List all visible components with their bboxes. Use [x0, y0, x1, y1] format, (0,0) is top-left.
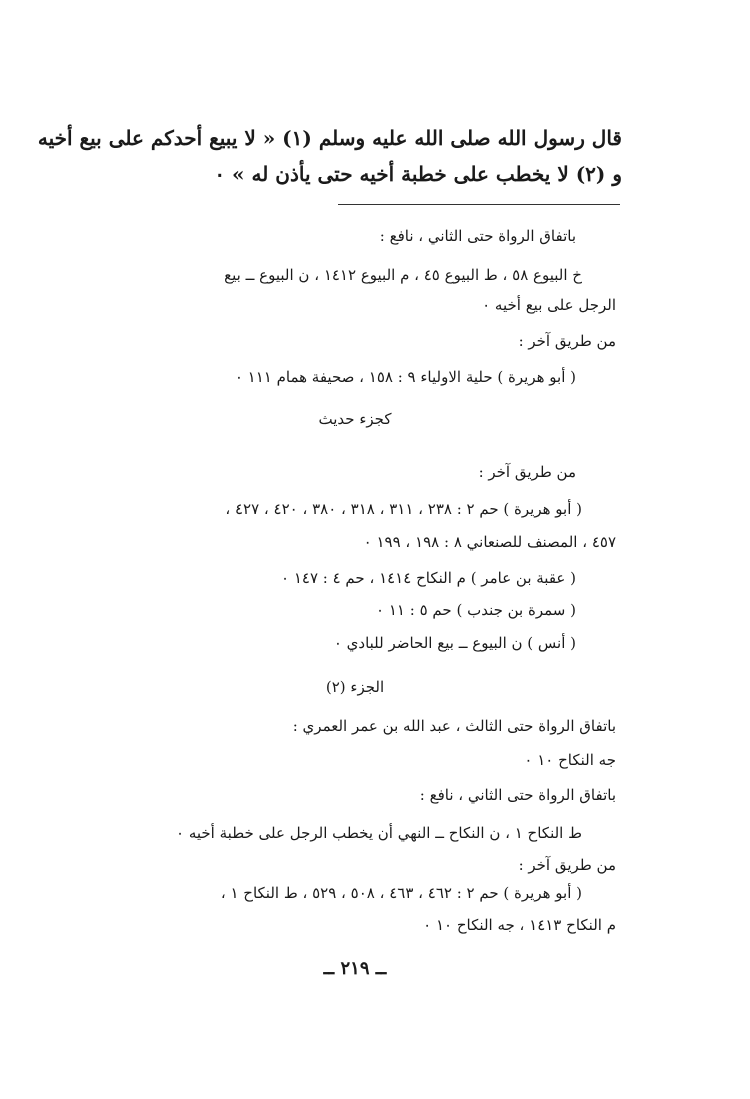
section1-line-5: ( أبو هريرة ) حلية الاولياء ٩ : ١٥٨ ، صحيفة همام ١١١ ٠: [234, 368, 576, 386]
section3-line-1: باتفاق الرواة حتى الثالث ، عبد الله بن عمر العمري :: [292, 717, 616, 735]
hadith-line-2: و (٢) لا يخطب على خطبة أخيه حتى يأذن له » ٠: [214, 162, 622, 186]
section1-line-1: باتفاق الرواة حتى الثاني ، نافع :: [379, 227, 576, 245]
section3-line-7: م النكاح ١٤١٣ ، جه النكاح ١٠ ٠: [423, 916, 616, 934]
page-number: ــ ٢١٩ ــ: [323, 958, 387, 979]
section2-line-6: ( أنس ) ن البيوع ــ بيع الحاضر للبادي ٠: [333, 634, 576, 652]
section2-line-4: ( عقبة بن عامر ) م النكاح ١٤١٤ ، حم ٤ : ١٤٧ ٠: [280, 569, 576, 587]
hadith-line-1: قال رسول الله صلى الله عليه وسلم (١) « لا يبيع أحدكم على بيع أخيه: [37, 126, 622, 150]
section3-line-6: ( أبو هريرة ) حم ٢ : ٤٦٢ ، ٤٦٣ ، ٥٠٨ ، ٥٢٩ ، ط النكاح ١ ،: [220, 884, 582, 902]
section3-line-5: من طريق آخر :: [518, 856, 616, 874]
section1-line-3: الرجل على بيع أخيه ٠: [482, 296, 616, 314]
separator-rule: [338, 204, 620, 205]
section1-line-4: من طريق آخر :: [518, 332, 616, 350]
section3-line-2: جه النكاح ١٠ ٠: [524, 751, 616, 769]
section-heading-juz-2: الجزء (٢): [325, 678, 385, 696]
section1-line-2: خ البيوع ٥٨ ، ط البيوع ٤٥ ، م البيوع ١٤١٢ ، ن البيوع ــ بيع: [224, 266, 582, 284]
section2-line-1: من طريق آخر :: [478, 463, 576, 481]
section3-line-4: ط النكاح ١ ، ن النكاح ــ النهي أن يخطب الرجل على خطبة أخيه ٠: [176, 824, 582, 842]
section2-line-5: ( سمرة بن جندب ) حم ٥ : ١١ ٠: [376, 601, 576, 619]
section3-line-3: باتفاق الرواة حتى الثاني ، نافع :: [419, 786, 616, 804]
section2-line-2: ( أبو هريرة ) حم ٢ : ٢٣٨ ، ٣١١ ، ٣١٨ ، ٣٨٠ ، ٤٢٠ ، ٤٢٧ ،: [225, 500, 582, 518]
section2-line-3: ٤٥٧ ، المصنف للصنعاني ٨ : ١٩٨ ، ١٩٩ ٠: [363, 533, 616, 551]
section-heading-kajuz: كجزء حديث: [318, 410, 392, 428]
